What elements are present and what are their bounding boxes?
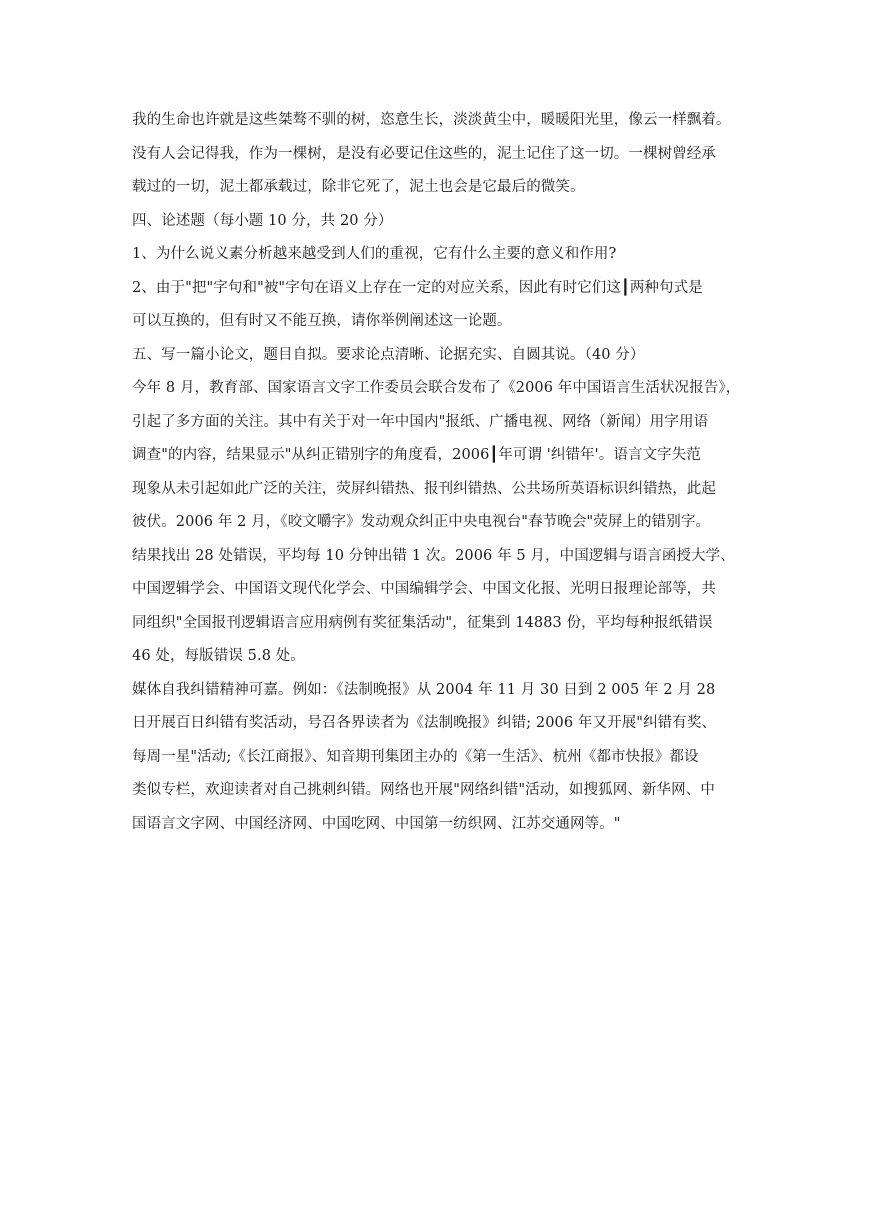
text-line: 载过的一切，泥土都承载过，除非它死了，泥土也会是它最后的微笑。	[132, 179, 585, 195]
text-line: 今年 8 月，教育部、国家语言文字工作委员会联合发布了《2006 年中国语言生活状况报告》，	[132, 380, 741, 396]
section-heading: 四、论述题（每小题 10 分，共 20 分）	[132, 212, 393, 229]
text-line: 没有人会记得我，作为一棵树，是没有必要记住这些的，泥土记住了这一切。一棵树曾经承	[132, 145, 716, 162]
document-body	[132, 104, 744, 841]
question-1: 1、为什么说义素分析越来越受到人们的重视，它有什么主要的意义和作用?	[132, 246, 617, 262]
question-2: 2、由于"把"字句和"被"字句在语义上存在一定的对应关系，因此有时它们这┃两种句式是	[132, 279, 703, 296]
text-line: 日开展百日纠错有奖活动，号召各界读者为《法制晚报》纠错; 2006 年又开展"纠错有奖、	[132, 715, 717, 731]
text-line: 引起了多方面的关注。其中有关于对一年中国内"报纸、广播电视、网络（新闻）用字用语	[132, 413, 709, 430]
text-line: 媒体自我纠错精神可嘉。例如：《法制晚报》从 2004 年 11 月 30 日到 2 005 年 2 月 28	[132, 681, 716, 698]
text-line: 我的生命也许就是这些桀骜不驯的树，恣意生长，淡淡黄尘中，暖暖阳光里，像云一样飘着。	[132, 112, 731, 128]
text-line: 现象从未引起如此广泛的关注，荧屏纠错热、报刊纠错热、公共场所英语标识纠错热，此起	[132, 480, 716, 497]
text-line: 结果找出 28 处错误，平均每 10 分钟出错 1 次。2006 年 5 月，中国逻辑与语言函授大学、	[132, 547, 735, 564]
section-heading: 五、写一篇小论文，题目自拟。要求论点清晰、论据充实、自圆其说。（40 分）	[132, 346, 645, 363]
text-line: 类似专栏，欢迎读者对自己挑刺纠错。网络也开展"网络纠错"活动，如搜狐网、新华网、中	[132, 782, 715, 798]
text-line: 中国逻辑学会、中国语文现代化学会、中国编辑学会、中国文化报、光明日报理论部等，共	[132, 581, 716, 597]
text-line: 每周一星"活动;《长江商报》、知音期刊集团主办的《第一生活》、杭州《都市快报》都设	[132, 748, 699, 765]
text-line: 可以互换的，但有时又不能互换，请你举例阐述这一论题。	[132, 313, 512, 329]
text-line: 调查"的内容，结果显示"从纠正错别字的角度看，2006┃年可谓 '纠错年'。语言文字失范	[132, 447, 701, 463]
text-line: 46 处，每版错误 5.8 处。	[132, 648, 305, 664]
text-line: 国语言文字网、中国经济网、中国吃网、中国第一纺织网、江苏交通网等。"	[132, 815, 621, 832]
text-line: 彼伏。2006 年 2 月，《咬文嚼字》发动观众纠正中央电视台"春节晚会"荧屏上的错别字。	[132, 514, 711, 530]
text-line: 同组织"全国报刊逻辑语言应用病例有奖征集活动"，征集到 14883 份，平均每种报纸错误	[132, 614, 713, 631]
